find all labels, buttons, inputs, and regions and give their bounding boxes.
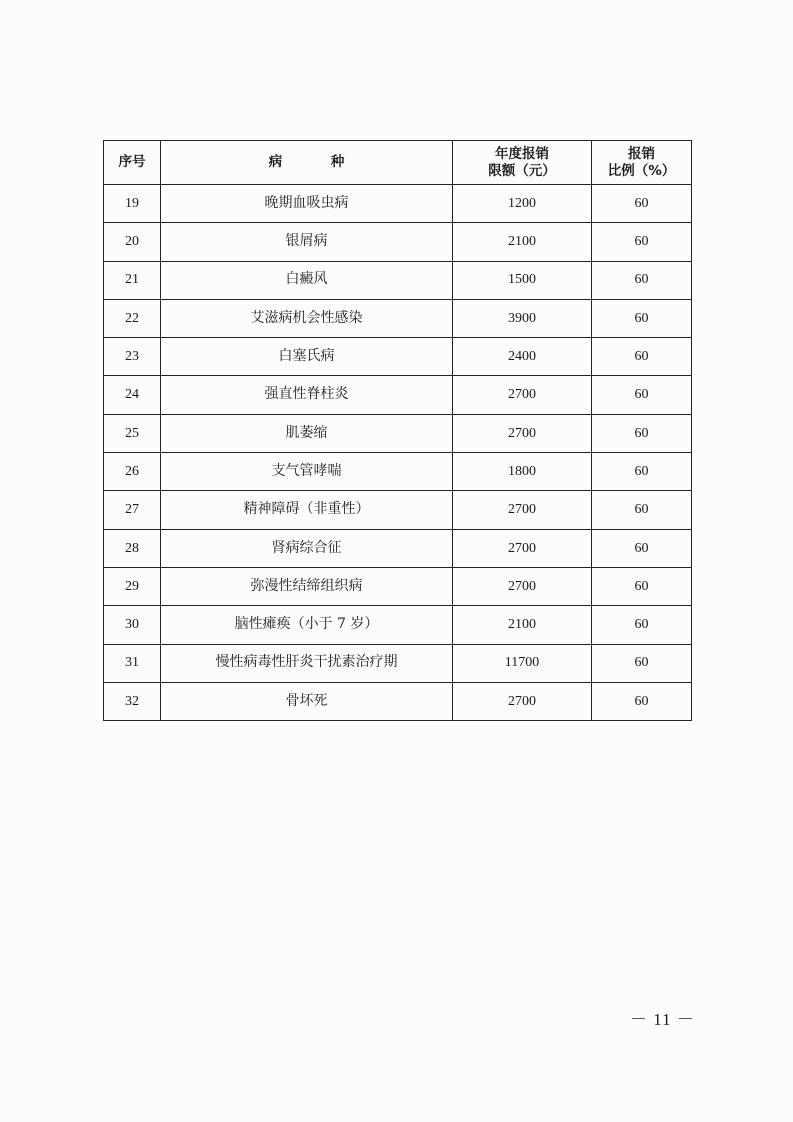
disease-name: 精神障碍（非重性） bbox=[161, 491, 453, 529]
row-number: 28 bbox=[104, 529, 161, 567]
table-row bbox=[104, 682, 692, 720]
table-body bbox=[104, 185, 692, 721]
row-number: 21 bbox=[104, 261, 161, 299]
table-row bbox=[104, 606, 692, 644]
header-limit-line2: 限额（元） bbox=[488, 162, 556, 179]
header-ratio-line2: 比例（%） bbox=[607, 162, 676, 179]
reimbursement-ratio: 60 bbox=[592, 185, 692, 223]
row-number: 29 bbox=[104, 567, 161, 605]
disease-name: 银屑病 bbox=[161, 223, 453, 261]
reimbursement-limit: 2700 bbox=[453, 376, 592, 414]
reimbursement-ratio: 60 bbox=[592, 606, 692, 644]
reimbursement-limit: 3900 bbox=[453, 299, 592, 337]
header-limit bbox=[453, 141, 592, 185]
table-row bbox=[104, 185, 692, 223]
header-limit-line1: 年度报销 bbox=[495, 145, 549, 162]
page-number: － 11 － bbox=[630, 1010, 695, 1029]
reimbursement-limit: 2700 bbox=[453, 682, 592, 720]
table-row bbox=[104, 261, 692, 299]
reimbursement-limit: 2700 bbox=[453, 491, 592, 529]
disease-name: 晚期血吸虫病 bbox=[161, 185, 453, 223]
table-row bbox=[104, 644, 692, 682]
reimbursement-limit: 2100 bbox=[453, 606, 592, 644]
disease-name: 肾病综合征 bbox=[161, 529, 453, 567]
reimbursement-ratio: 60 bbox=[592, 223, 692, 261]
disease-name: 脑性瘫痪（小于 7 岁） bbox=[161, 606, 453, 644]
row-number: 19 bbox=[104, 185, 161, 223]
reimbursement-ratio: 60 bbox=[592, 338, 692, 376]
table-row bbox=[104, 453, 692, 491]
disease-name: 骨坏死 bbox=[161, 682, 453, 720]
reimbursement-limit: 1800 bbox=[453, 453, 592, 491]
disease-name: 白癜风 bbox=[161, 261, 453, 299]
reimbursement-ratio: 60 bbox=[592, 453, 692, 491]
row-number: 23 bbox=[104, 338, 161, 376]
reimbursement-ratio: 60 bbox=[592, 644, 692, 682]
reimbursement-ratio: 60 bbox=[592, 491, 692, 529]
table-row bbox=[104, 223, 692, 261]
table-row bbox=[104, 414, 692, 452]
table-row bbox=[104, 529, 692, 567]
header-disease bbox=[161, 141, 453, 185]
reimbursement-table bbox=[103, 140, 692, 721]
table-row bbox=[104, 567, 692, 605]
reimbursement-limit: 2700 bbox=[453, 529, 592, 567]
reimbursement-ratio: 60 bbox=[592, 376, 692, 414]
row-number: 31 bbox=[104, 644, 161, 682]
row-number: 27 bbox=[104, 491, 161, 529]
row-number: 30 bbox=[104, 606, 161, 644]
header-number: 序号 bbox=[104, 141, 161, 185]
header-ratio-line1: 报销 bbox=[628, 145, 655, 162]
row-number: 22 bbox=[104, 299, 161, 337]
row-number: 32 bbox=[104, 682, 161, 720]
row-number: 25 bbox=[104, 414, 161, 452]
disease-name: 强直性脊柱炎 bbox=[161, 376, 453, 414]
reimbursement-ratio: 60 bbox=[592, 299, 692, 337]
disease-name: 肌萎缩 bbox=[161, 414, 453, 452]
header-disease-label: 病 种 bbox=[268, 154, 367, 171]
header-ratio bbox=[592, 141, 692, 185]
reimbursement-ratio: 60 bbox=[592, 529, 692, 567]
row-number: 24 bbox=[104, 376, 161, 414]
table-row bbox=[104, 299, 692, 337]
reimbursement-ratio: 60 bbox=[592, 682, 692, 720]
disease-name: 支气管哮喘 bbox=[161, 453, 453, 491]
reimbursement-ratio: 60 bbox=[592, 261, 692, 299]
disease-name: 白塞氏病 bbox=[161, 338, 453, 376]
reimbursement-limit: 2700 bbox=[453, 567, 592, 605]
table-header-row bbox=[104, 141, 692, 185]
reimbursement-limit: 1200 bbox=[453, 185, 592, 223]
reimbursement-limit: 1500 bbox=[453, 261, 592, 299]
disease-name: 慢性病毒性肝炎干扰素治疗期 bbox=[161, 644, 453, 682]
table-row bbox=[104, 338, 692, 376]
reimbursement-limit: 11700 bbox=[453, 644, 592, 682]
reimbursement-limit: 2100 bbox=[453, 223, 592, 261]
reimbursement-limit: 2700 bbox=[453, 414, 592, 452]
reimbursement-limit: 2400 bbox=[453, 338, 592, 376]
table-row bbox=[104, 491, 692, 529]
reimbursement-ratio: 60 bbox=[592, 414, 692, 452]
reimbursement-ratio: 60 bbox=[592, 567, 692, 605]
disease-name: 艾滋病机会性感染 bbox=[161, 299, 453, 337]
row-number: 26 bbox=[104, 453, 161, 491]
disease-name: 弥漫性结缔组织病 bbox=[161, 567, 453, 605]
table-row bbox=[104, 376, 692, 414]
row-number: 20 bbox=[104, 223, 161, 261]
